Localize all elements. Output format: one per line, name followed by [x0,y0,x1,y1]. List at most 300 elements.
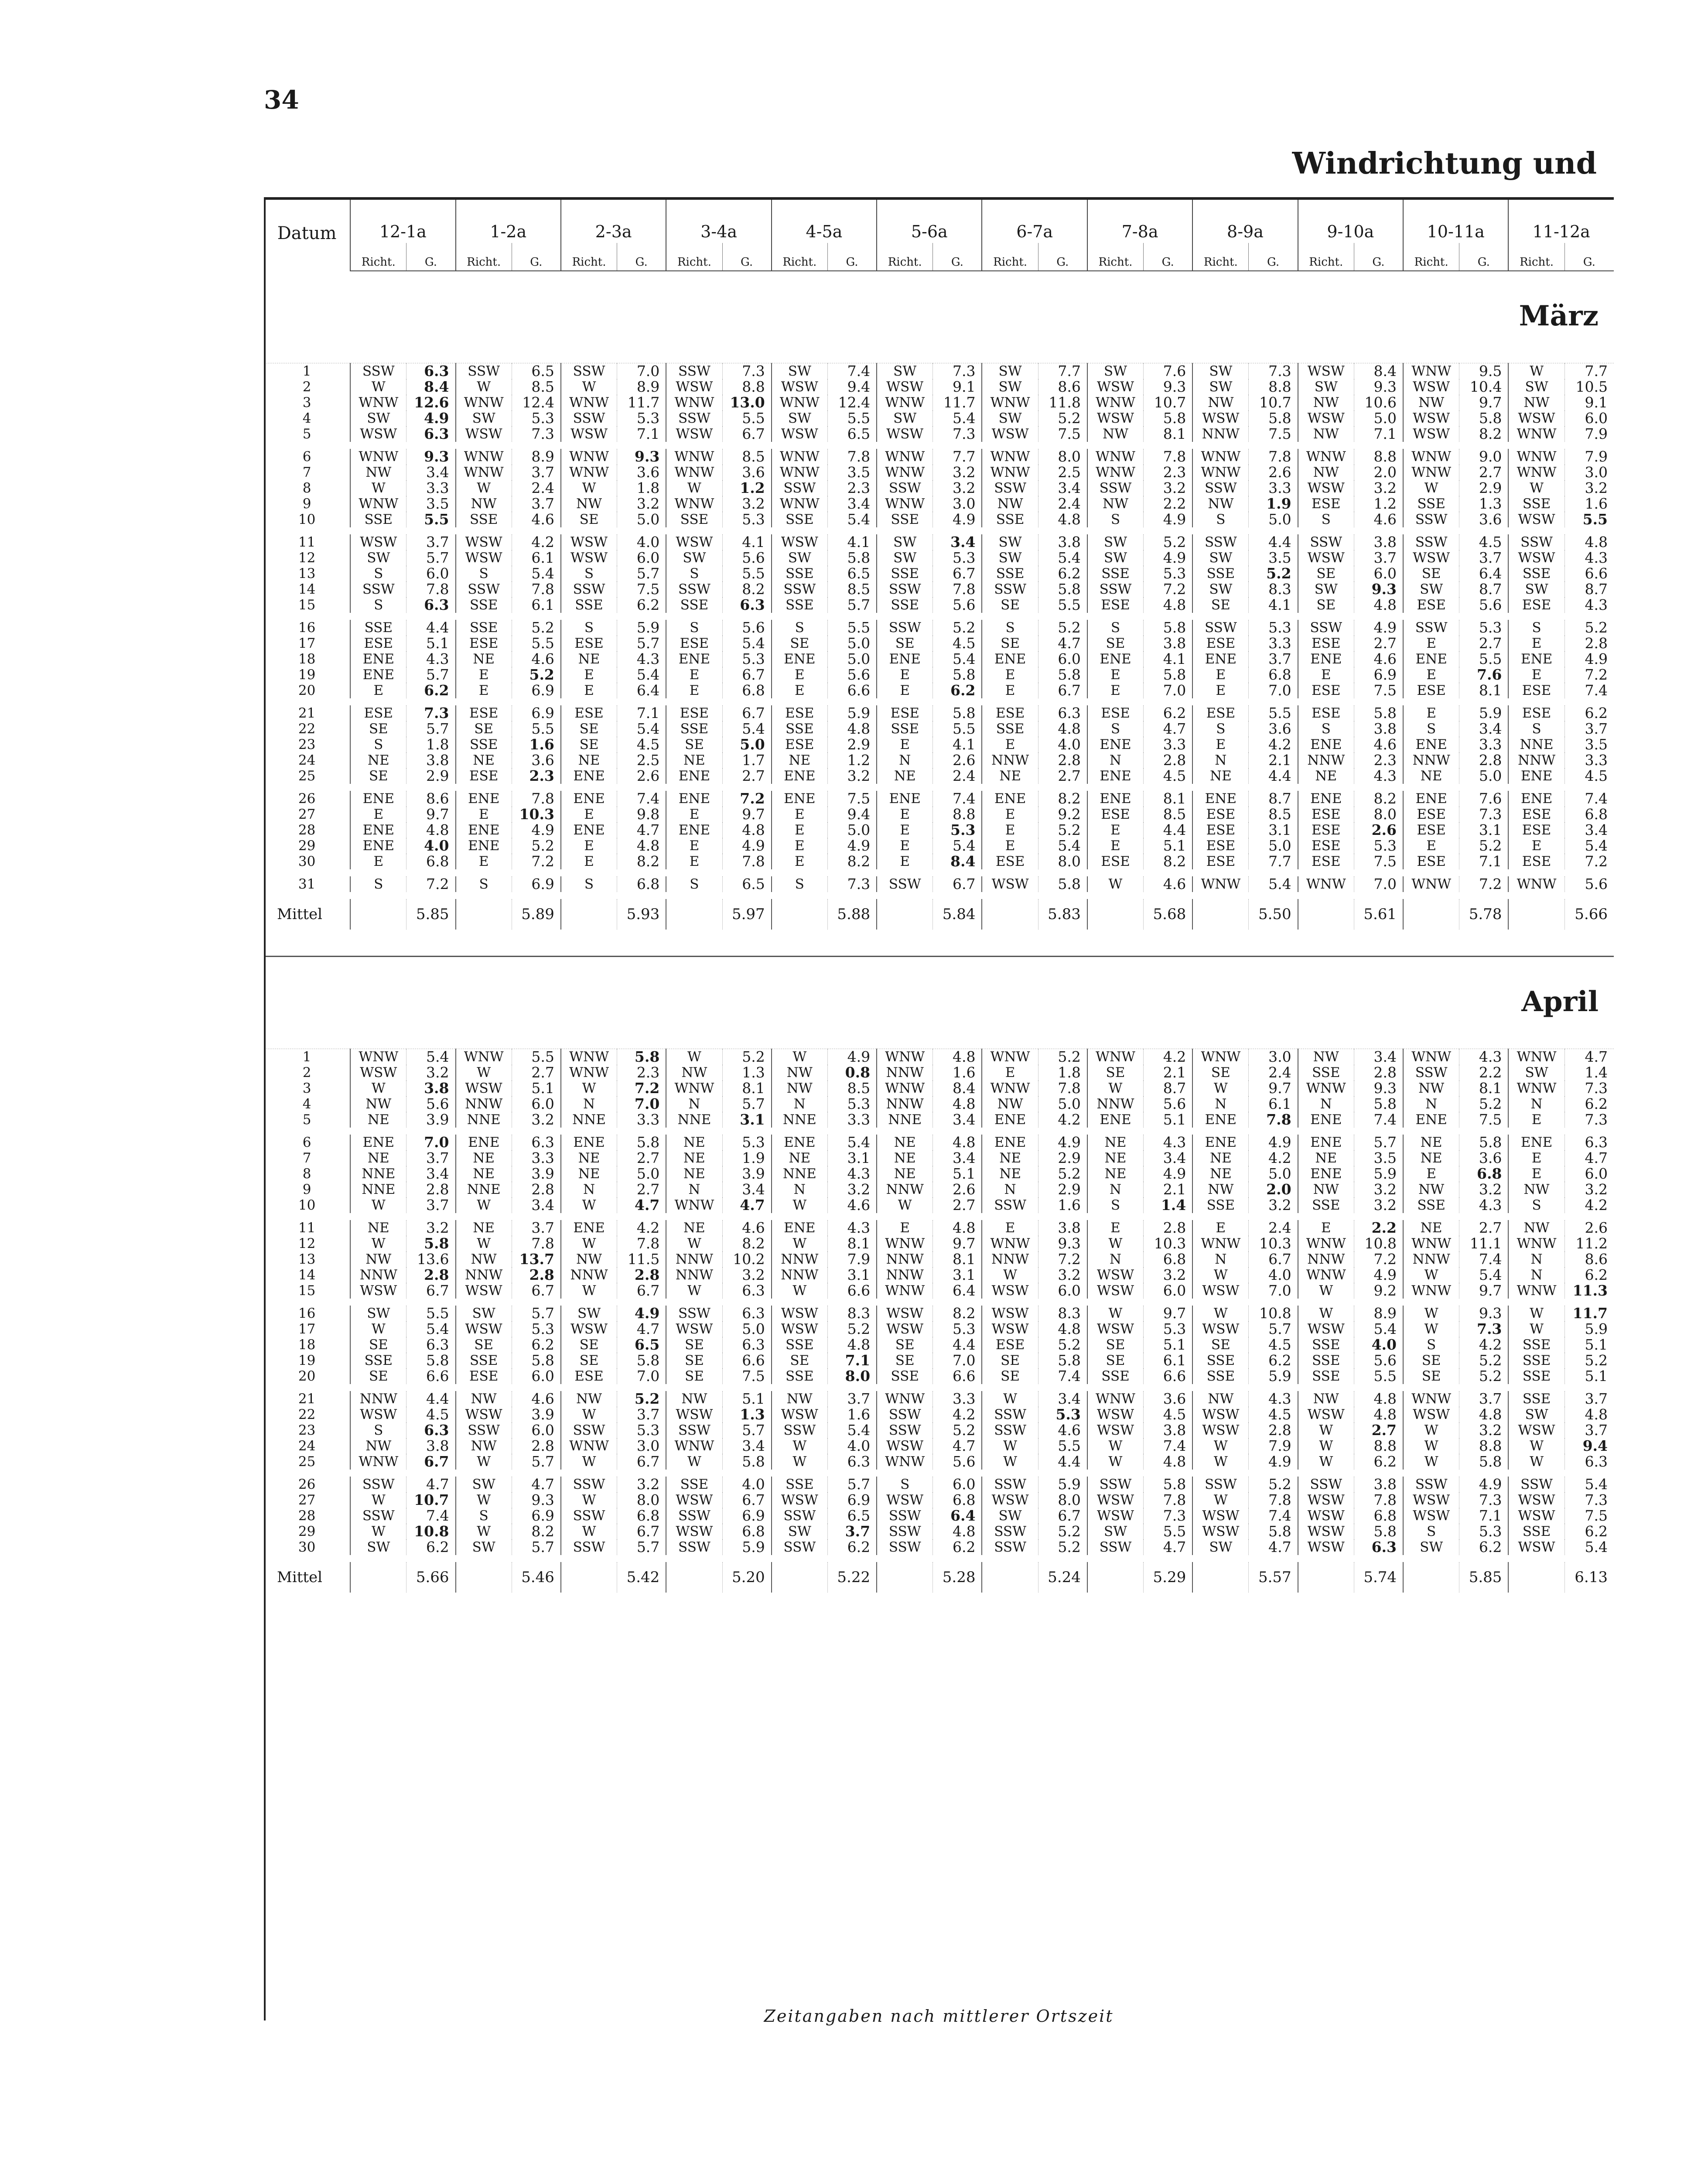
wind-direction: E [456,667,512,683]
wind-direction: SE [350,1368,407,1384]
wind-direction: ENE [1403,651,1459,667]
wind-speed: 3.2 [1144,1267,1193,1283]
wind-speed: 5.3 [617,1422,666,1438]
wind-direction: WNW [1192,1049,1249,1065]
wind-direction: W [1192,1454,1249,1470]
wind-speed: 8.8 [1354,449,1403,465]
wind-direction: NE [1192,768,1249,784]
wind-speed: 1.3 [722,1065,772,1080]
wind-speed: 7.4 [1565,683,1614,698]
wind-speed: 6.7 [617,1283,666,1299]
wind-direction: WSW [772,379,828,395]
wind-direction: WSW [1087,1407,1144,1422]
wind-direction: N [666,1182,722,1197]
wind-direction: SSE [456,512,512,527]
wind-direction: W [561,1492,617,1508]
mittel-value: 5.85 [407,899,456,930]
wind-direction: ESE [1298,705,1354,721]
wind-direction: WNW [561,465,617,480]
day-number: 29 [298,838,316,854]
wind-speed: 4.8 [933,1524,982,1539]
wind-speed: 5.3 [1459,620,1509,636]
wind-direction: SSE [456,597,512,613]
wind-speed: 5.4 [1249,876,1298,892]
wind-speed: 4.6 [1354,737,1403,752]
wind-speed: 3.2 [1038,1267,1087,1283]
wind-direction: ENE [666,651,722,667]
wind-speed: 5.6 [827,667,877,683]
wind-direction: NE [561,1166,617,1182]
wind-direction: E [982,1220,1038,1236]
wind-direction: NNW [772,1267,828,1283]
wind-direction: E [350,807,407,822]
wind-direction: WSW [1298,410,1354,426]
wind-speed: 3.2 [617,1477,666,1492]
wind-direction: SSE [1087,566,1144,581]
wind-direction: ENE [982,651,1038,667]
wind-speed: 5.7 [722,1422,772,1438]
wind-speed: 5.8 [1354,1096,1403,1112]
wind-direction: WNW [982,1049,1038,1065]
wind-speed: 5.5 [512,1049,561,1065]
table-row [264,1220,1614,1236]
wind-speed: 4.2 [933,1407,982,1422]
wind-speed: 4.7 [407,1477,456,1492]
table-row [264,566,1614,581]
wind-direction: WSW [456,1080,512,1096]
wind-direction: SSE [772,1337,828,1353]
wind-direction: SW [666,550,722,566]
month-heading-cell [264,957,1614,1019]
wind-direction: ENE [1087,651,1144,667]
wind-direction: W [1298,1438,1354,1454]
wind-direction: WNW [561,1065,617,1080]
month-spacer [264,332,1614,363]
wind-speed: 4.5 [933,636,982,651]
wind-speed: 10.8 [1249,1306,1298,1321]
wind-direction: S [561,566,617,581]
wind-speed: 6.1 [512,597,561,613]
wind-speed: 3.4 [722,1182,772,1197]
wind-direction: W [1298,1454,1354,1470]
wind-direction: WNW [1403,876,1459,892]
wind-direction: NE [1192,1150,1249,1166]
wind-direction: WSW [877,379,933,395]
wind-speed: 7.2 [1144,581,1193,597]
wind-speed: 9.1 [933,379,982,395]
wind-speed: 4.8 [617,838,666,854]
wind-direction: SSW [456,363,512,379]
wind-speed: 3.7 [407,534,456,550]
table-row [264,651,1614,667]
wind-direction: WSW [1192,1407,1249,1422]
wind-speed: 2.7 [617,1182,666,1197]
wind-direction: W [1403,1454,1459,1470]
wind-speed: 5.6 [933,597,982,613]
wind-direction: WSW [1192,410,1249,426]
wind-speed: 3.4 [512,1197,561,1213]
wind-speed: 3.8 [407,752,456,768]
wind-direction: SSW [456,1422,512,1438]
wind-direction: WSW [1192,1422,1249,1438]
wind-speed: 6.0 [1354,566,1403,581]
day-number: 18 [298,1337,316,1353]
wind-speed: 5.1 [933,1166,982,1182]
table-row [264,822,1614,838]
wind-direction: ENE [1298,1166,1354,1182]
wind-speed: 8.0 [1038,1492,1087,1508]
wind-speed: 5.2 [722,1049,772,1065]
hour-header: 1-2a [456,197,561,243]
wind-direction: E [1298,667,1354,683]
wind-direction: NE [1403,768,1459,784]
wind-speed: 9.5 [1459,363,1509,379]
wind-direction: WSW [1087,1492,1144,1508]
wind-speed: 3.4 [933,534,982,550]
wind-speed: 8.7 [1144,1080,1193,1096]
wind-speed: 5.8 [1144,1477,1193,1492]
wind-speed: 1.3 [1459,496,1509,512]
wind-speed: 5.2 [1565,620,1614,636]
wind-direction: WSW [561,426,617,442]
wind-direction: WNW [456,395,512,410]
wind-direction: ENE [1403,737,1459,752]
table-row [264,1283,1614,1299]
wind-speed: 7.3 [407,705,456,721]
wind-direction: E [1403,667,1459,683]
wind-direction: NNW [350,1267,407,1283]
wind-speed: 4.9 [1459,1477,1509,1492]
wind-speed: 5.1 [722,1391,772,1407]
month-heading-row [264,271,1614,332]
wind-direction: SW [1087,363,1144,379]
wind-speed: 2.1 [1249,752,1298,768]
wind-direction: ESE [1403,683,1459,698]
wind-speed: 8.2 [722,1236,772,1251]
wind-direction: SSE [1192,1353,1249,1368]
wind-direction: E [877,1220,933,1236]
wind-speed: 7.2 [617,1080,666,1096]
wind-speed: 5.4 [1038,550,1087,566]
wind-speed: 5.4 [933,651,982,667]
wind-speed: 4.9 [827,838,877,854]
wind-direction: WSW [1298,1407,1354,1422]
datum-header: Datum [277,223,337,243]
wind-speed: 3.7 [407,1197,456,1213]
wind-speed: 4.3 [1459,1197,1509,1213]
wind-direction: ESE [1192,854,1249,869]
wind-direction: S [1403,1524,1459,1539]
wind-direction: SW [772,410,828,426]
day-number: 30 [298,854,316,869]
day-number: 3 [302,395,311,410]
wind-direction: SSW [561,1508,617,1524]
wind-direction: NW [350,1438,407,1454]
wind-direction: ESE [772,705,828,721]
table-row [264,1422,1614,1438]
wind-speed: 4.0 [617,534,666,550]
wind-direction: WNW [1298,1080,1354,1096]
wind-direction: SE [1087,1353,1144,1368]
wind-direction: WNW [1508,1080,1565,1096]
wind-speed: 5.0 [722,737,772,752]
day-number: 27 [298,1492,316,1508]
day-number: 1 [302,1049,311,1065]
wind-direction: E [1403,838,1459,854]
wind-speed: 5.6 [1565,876,1614,892]
wind-speed: 9.3 [617,449,666,465]
wind-direction: S [561,620,617,636]
wind-speed: 6.3 [1038,705,1087,721]
wind-direction: WSW [1298,480,1354,496]
wind-speed: 7.4 [1038,1368,1087,1384]
wind-speed: 6.7 [407,1454,456,1470]
wind-direction: WNW [561,1438,617,1454]
wind-speed: 6.7 [617,1454,666,1470]
wind-direction: WSW [666,534,722,550]
wind-direction: ENE [666,768,722,784]
wind-direction: NNW [666,1267,722,1283]
wind-direction: WNW [772,395,828,410]
wind-direction: SSW [877,1508,933,1524]
wind-speed: 5.4 [407,1049,456,1065]
wind-speed: 4.8 [1565,534,1614,550]
wind-direction: WSW [561,550,617,566]
wind-speed: 5.3 [1144,566,1193,581]
wind-direction: E [350,854,407,869]
day-number: 15 [298,597,316,613]
wind-direction: W [666,480,722,496]
wind-speed: 8.2 [617,854,666,869]
wind-direction: E [456,854,512,869]
wind-direction: NNW [1087,1096,1144,1112]
wind-direction: WSW [1298,1539,1354,1555]
wind-speed: 4.0 [407,838,456,854]
header-subcols-row [264,243,1614,271]
wind-speed: 5.7 [617,566,666,581]
wind-speed: 4.0 [1249,1267,1298,1283]
wind-direction: ENE [456,791,512,807]
wind-speed: 10.7 [407,1492,456,1508]
wind-direction: ENE [350,1135,407,1150]
wind-speed: 8.7 [1565,581,1614,597]
wind-direction: NW [350,465,407,480]
wind-speed: 3.0 [1565,465,1614,480]
mittel-empty [982,1562,1038,1593]
wind-direction: NE [877,1166,933,1182]
wind-direction: SW [350,410,407,426]
wind-direction: ENE [561,1220,617,1236]
wind-speed: 7.0 [933,1353,982,1368]
wind-speed: 6.4 [933,1283,982,1299]
wind-speed: 2.8 [1459,752,1509,768]
wind-direction: SW [1087,550,1144,566]
wind-direction: SE [877,1337,933,1353]
wind-direction: WNW [1508,426,1565,442]
wind-direction: W [666,1454,722,1470]
wind-speed: 6.1 [1144,1353,1193,1368]
wind-direction: NE [982,768,1038,784]
speed-subheader: G. [722,243,772,271]
wind-speed: 9.3 [1354,581,1403,597]
wind-direction: SSE [666,1477,722,1492]
wind-speed: 3.8 [1354,534,1403,550]
wind-direction: W [1192,1080,1249,1096]
wind-speed: 7.2 [407,876,456,892]
wind-direction: S [1087,620,1144,636]
wind-direction: E [561,667,617,683]
wind-direction: NE [666,1150,722,1166]
wind-direction: SSW [982,1477,1038,1492]
day-number: 23 [298,737,316,752]
wind-direction: N [877,752,933,768]
wind-direction: SW [982,550,1038,566]
wind-speed: 6.5 [827,566,877,581]
day-number: 30 [298,1539,316,1555]
wind-direction: W [772,1197,828,1213]
mittel-empty [877,899,933,930]
wind-speed: 6.7 [933,566,982,581]
wind-speed: 4.6 [512,512,561,527]
table-row [264,1049,1614,1065]
wind-speed: 6.8 [722,683,772,698]
wind-direction: SSE [1508,1337,1565,1353]
wind-speed: 4.3 [617,651,666,667]
wind-direction: W [1508,1438,1565,1454]
wind-direction: NE [1403,1220,1459,1236]
mittel-value: 5.66 [407,1562,456,1593]
wind-speed: 9.4 [827,379,877,395]
day-number: 19 [298,667,316,683]
wind-speed: 1.6 [1565,496,1614,512]
wind-speed: 2.3 [827,480,877,496]
wind-direction: E [877,854,933,869]
wind-speed: 7.3 [722,363,772,379]
gap-cell [264,869,1614,876]
wind-direction: WNW [877,1283,933,1299]
wind-direction: W [456,379,512,395]
wind-speed: 4.7 [933,1438,982,1454]
wind-direction: ESE [1192,705,1249,721]
wind-speed: 4.6 [512,1391,561,1407]
wind-direction: ENE [877,791,933,807]
wind-speed: 9.3 [1144,379,1193,395]
wind-speed: 6.2 [1565,1096,1614,1112]
wind-speed: 2.3 [1354,752,1403,768]
wind-speed: 6.3 [407,1337,456,1353]
wind-speed: 3.2 [722,496,772,512]
table-row [264,1391,1614,1407]
wind-speed: 6.2 [617,597,666,613]
day-number: 6 [302,449,311,465]
wind-speed: 6.6 [722,1353,772,1368]
speed-subheader: G. [512,243,561,271]
separator-cell [264,930,1614,957]
wind-speed: 3.7 [827,1391,877,1407]
spacer-cell [264,332,1614,363]
wind-speed: 4.6 [1144,876,1193,892]
wind-speed: 7.0 [617,363,666,379]
wind-direction: S [456,566,512,581]
wind-speed: 3.4 [407,1166,456,1182]
wind-direction: SSE [1298,1337,1354,1353]
wind-speed: 6.3 [722,1306,772,1321]
wind-direction: W [666,1049,722,1065]
wind-speed: 4.5 [407,1407,456,1422]
wind-speed: 5.8 [722,1454,772,1470]
wind-speed: 3.3 [1249,480,1298,496]
wind-direction: NE [1403,1150,1459,1166]
wind-speed: 2.8 [1565,636,1614,651]
wind-direction: W [1298,1422,1354,1438]
wind-speed: 7.4 [1249,1508,1298,1524]
wind-direction: WNW [1087,449,1144,465]
wind-speed: 3.9 [512,1166,561,1182]
wind-speed: 3.4 [1038,480,1087,496]
wind-direction: SE [1192,1065,1249,1080]
wind-direction: SSW [982,1524,1038,1539]
wind-speed: 5.9 [1354,1166,1403,1182]
wind-direction: WNW [1508,1236,1565,1251]
table-row [264,395,1614,410]
wind-speed: 7.8 [1038,1080,1087,1096]
wind-speed: 9.3 [1038,1236,1087,1251]
wind-speed: 4.8 [1565,1407,1614,1422]
wind-speed: 7.5 [617,581,666,597]
table-row [264,1197,1614,1213]
wind-speed: 6.3 [407,1422,456,1438]
wind-speed: 5.7 [617,1539,666,1555]
wind-speed: 5.5 [407,512,456,527]
wind-speed: 5.1 [1565,1368,1614,1384]
wind-direction: ENE [1298,1112,1354,1128]
wind-direction: SW [1508,1065,1565,1080]
wind-speed: 5.1 [407,636,456,651]
wind-direction: E [1192,683,1249,698]
group-gap [264,1470,1614,1477]
wind-speed: 5.5 [1144,1524,1193,1539]
wind-speed: 5.0 [1249,838,1298,854]
wind-direction: ENE [1508,768,1565,784]
wind-speed: 4.6 [722,1220,772,1236]
wind-direction: ESE [1403,854,1459,869]
wind-direction: WNW [1403,363,1459,379]
wind-direction: E [1508,667,1565,683]
wind-direction: SW [1192,379,1249,395]
wind-direction: W [1087,1236,1144,1251]
wind-direction: W [1087,876,1144,892]
wind-direction: W [772,1049,828,1065]
speed-subheader: G. [1038,243,1087,271]
wind-speed: 3.2 [722,1267,772,1283]
wind-speed: 3.3 [512,1150,561,1166]
wind-speed: 3.8 [407,1080,456,1096]
wind-speed: 8.7 [1459,581,1509,597]
wind-speed: 7.2 [1565,667,1614,683]
wind-speed: 6.7 [933,876,982,892]
wind-direction: NNE [666,1112,722,1128]
wind-speed: 3.2 [1354,480,1403,496]
table-row [264,1454,1614,1470]
wind-speed: 7.9 [827,1251,877,1267]
wind-speed: 9.3 [1459,1306,1509,1321]
wind-speed: 4.7 [1144,721,1193,737]
wind-speed: 5.8 [512,1353,561,1368]
wind-direction: ESE [1087,854,1144,869]
wind-direction: SSE [982,721,1038,737]
wind-speed: 9.1 [1565,395,1614,410]
wind-speed: 4.1 [827,534,877,550]
